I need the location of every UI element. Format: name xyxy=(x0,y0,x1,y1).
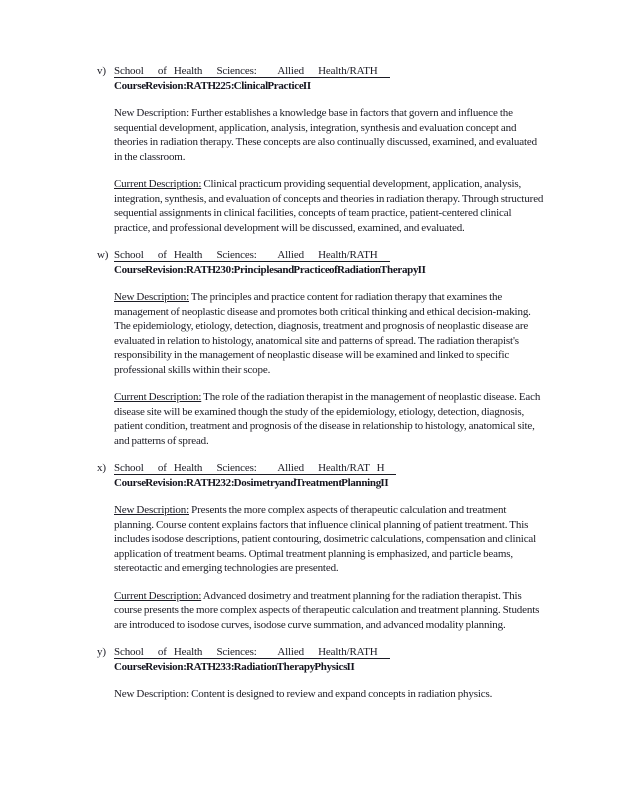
course-heading: Course Revision: RATH 225: Clinical Practice II xyxy=(114,79,311,92)
section-content xyxy=(114,248,546,448)
description-label: New Description: xyxy=(114,688,189,700)
current-description-paragraph xyxy=(114,390,546,448)
description-label: Current Description: xyxy=(114,391,202,403)
section-marker: v) xyxy=(97,65,106,77)
school-heading: School of Health Sciences: Allied Health/RAT H xyxy=(114,461,546,476)
school-heading: School of Health Sciences: Allied Health/RATH xyxy=(114,64,546,79)
new-description-paragraph xyxy=(114,106,546,164)
description-label: Current Description: xyxy=(114,589,202,602)
description-text: Clinical practicum providing sequential development, application, analysis, integration, synthesis, and evaluation of concepts and theories in radiation therapy. Through structured sequential assignments in clinical facilities, concepts of team practice, patient-centered clinical practice, and professional development will be discussed, examined, and evaluated. xyxy=(114,178,544,234)
description-text: Further establishes a knowledge base in factors that govern and influence the sequential development, application, analysis, integration, synthesis and evaluation concept and theories in radiation therapy. These concepts are also continually discussed, examined, and evaluated in the classroom. xyxy=(114,107,537,163)
section-v xyxy=(97,64,548,235)
description-text: Advanced dosimetry and treatment planning for the radiation therapist. This course presents the more complex aspects of therapeutic calculation and treatment planning. Students are introduced to isodose curves, isodose curve summation, and advanced modality planning. xyxy=(114,589,540,631)
section-marker: y) xyxy=(97,646,106,658)
section-content xyxy=(114,64,546,235)
description-text: Presents the more complex aspects of therapeutic calculation and treatment planning. Course content explains factors that influence clinical planning of patient treatment. This includes isodose descriptions, patient contouring, dosimetric calculations, compensation and clinical application of treatment beams. Optimal treatment planning is emphasized, and particle beams, stereotactic and emerging technologies are presented. xyxy=(114,504,537,574)
section-marker: w) xyxy=(97,249,109,261)
current-description-paragraph xyxy=(114,589,546,633)
section-marker: x) xyxy=(97,462,106,474)
description-label: New Description: xyxy=(114,107,189,119)
description-text: Content is designed to review and expand concepts in radiation physics. xyxy=(191,688,493,700)
new-description-paragraph xyxy=(114,503,546,576)
section-y xyxy=(97,645,548,702)
school-heading: School of Health Sciences: Allied Health/RATH xyxy=(114,645,546,660)
section-content xyxy=(114,645,546,702)
school-heading: School of Health Sciences: Allied Health/RATH xyxy=(114,248,546,263)
description-label: Current Description: xyxy=(114,178,202,190)
current-description-paragraph xyxy=(114,177,546,235)
course-heading: Course Revision: RATH 233: Radiation Therapy Physics II xyxy=(114,660,355,673)
course-heading: Course Revision: RATH 230: Principles and Practice of Radiation Therapy II xyxy=(114,263,426,276)
description-text: The role of the radiation therapist in the management of neoplastic disease. Each disease site will be examined though the study of the epidemiology, etiology, detection, diagnosis, patient condition, treatment and prognosis of the disease in relationship to histology, anatomical site, and patterns of spread. xyxy=(114,391,541,447)
description-label: New Description: xyxy=(114,504,189,516)
section-w xyxy=(97,248,548,448)
section-content xyxy=(114,461,546,632)
description-label: New Description: xyxy=(114,291,189,303)
description-text: The principles and practice content for radiation therapy that examines the management of neoplastic disease and promotes both critical thinking and ethical decision-making. The epidemiology, etiology, detection, diagnosis, treatment and prognosis of neoplastic disease are evaluated in relation to histology, anatomical site and patterns of spread. The radiation therapist's responsibility in the management of neoplastic disease will be examined and linked to specific professional skills within their scope. xyxy=(114,291,531,376)
course-heading: Course Revision: RATH 232: Dosimetry and Treatment Planning II xyxy=(114,476,389,489)
section-x xyxy=(97,461,548,632)
new-description-paragraph xyxy=(114,290,546,377)
new-description-paragraph xyxy=(114,687,546,702)
